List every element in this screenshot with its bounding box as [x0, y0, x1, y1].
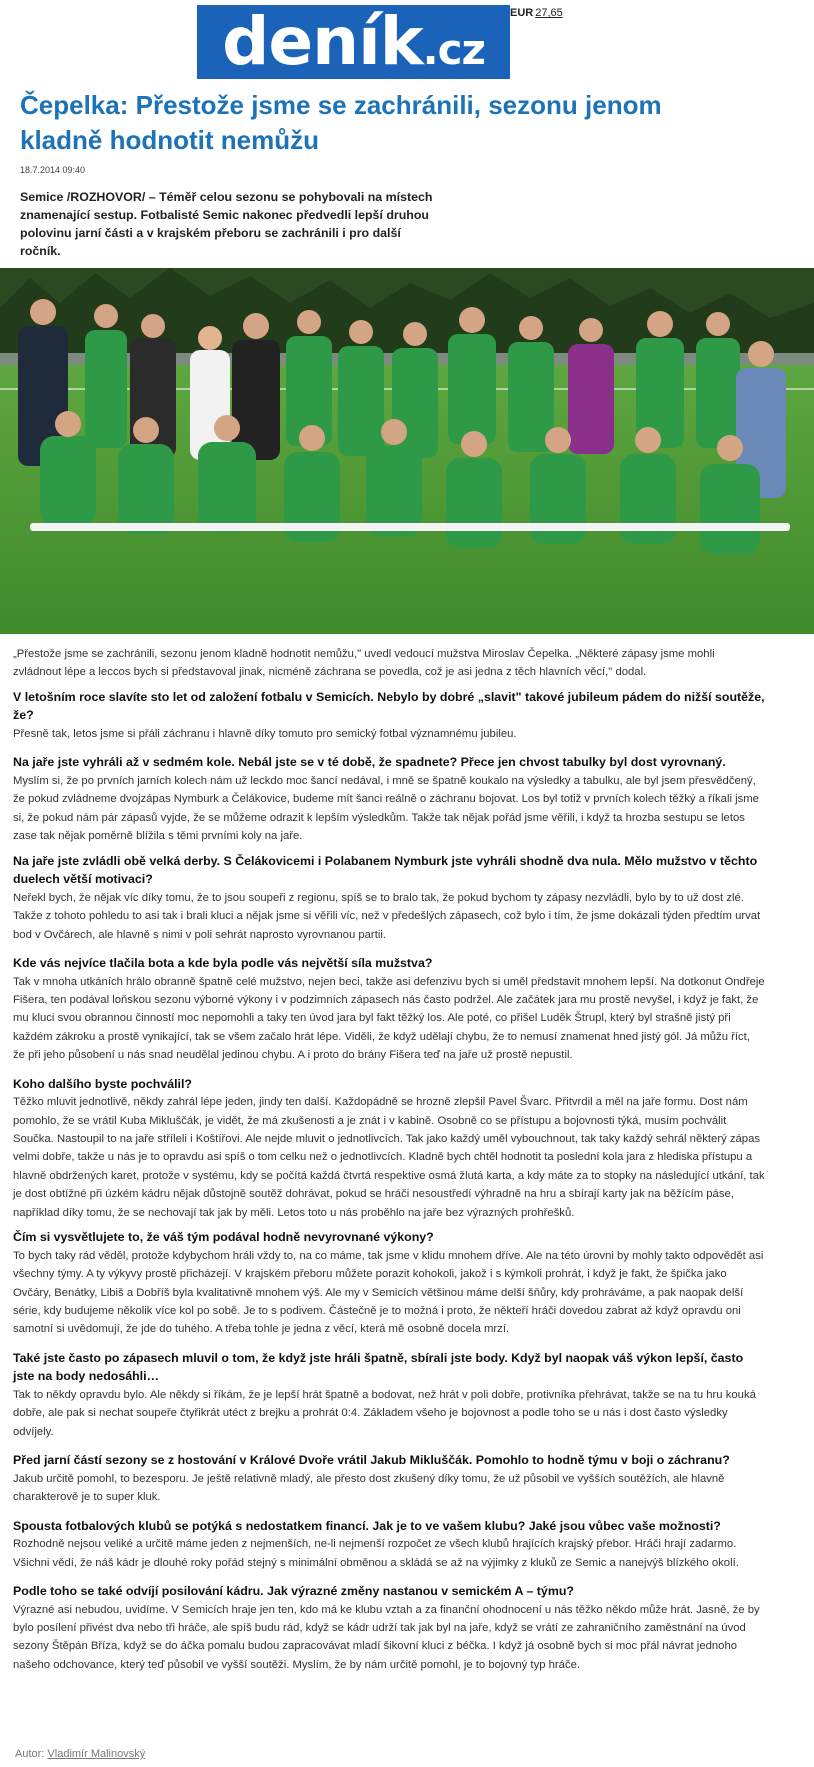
question: Čím si vysvětlujete to, že váš tým podával hodně nevyrovnané výkony?	[13, 1230, 434, 1245]
answer: Rozhodně nejsou veliké a určitě máme jeden z nejmenších, ne-li nejmenší rozpočet ze všech klubů hrajících krajský přebor. Hráči hrají zadarmo. Všichni vědí, že náš kádr je dlouhé roky pořád stejný s minimální obměnou a skládá se až na výjimky z kluků ze Semic a nanejvýš blízkého okolí.	[13, 1538, 739, 1569]
question: Na jaře jste zvládli obě velká derby. S Čelákovicemi i Polabanem Nymburk jste vyhráli shodně dva nula. Mělo mužstvo v těchto duelech větší motivaci?	[13, 853, 758, 887]
question: Před jarní částí sezony se z hostování v Králové Dvoře vrátil Jakub Mikluščák. Pomohlo to hodně týmu v boji o záchranu?	[13, 1453, 730, 1468]
author-line	[15, 1748, 145, 1760]
answer: Jakub určitě pomohl, to bezesporu. Je ještě relativně mladý, ale přesto dost zkušený díky tomu, že už působil ve vyšších soutěžích, ale hlavně charakterově je to super kluk.	[13, 1472, 725, 1504]
article-title: Čepelka: Přestože jsme se zachránili, sezonu jenom kladně hodnotit nemůžu	[20, 90, 662, 155]
rate-value[interactable]: 27,65	[535, 7, 563, 19]
answer: To bych taky rád věděl, protože kdybychom hráli vždy to, na co máme, tak jsme v klidu mnohem dříve. Ale na této úrovni by mohly takto odpovědět asi všechny týmy. A ty výkyvy prostě přicházejí. V krajském přeboru můžete porazit kohokoli, jakož i s kýmkoli prohrát, i když je fakt, že špička jako Ovčáry, Benátky, Libiš a Dobříš byla kvalitativně mnohem výš. Ale my v Semicích většinou máme delší šňůry, kdy prohráváme, a pak naopak delší série, kdy budujeme několik více kol po sobě. Je to s podivem. Částečně je to možná i proto, že někteří hráči dovedou zabrat až když opravdu oni samotní si uvědomují, že jde do tuhého. A třeba tohle je jedna z věcí, která mě osobně docela mrzí.	[13, 1249, 764, 1336]
question: Kde vás nejvíce tlačila bota a kde byla podle vás největší síla mužstva?	[13, 956, 433, 971]
answer: Těžko mluvit jednotlivě, někdy zahrál lépe jeden, jindy ten další. Každopádně se hrozně zlepšil Pavel Švarc. Přitvrdil a měl na jaře formu. Dost nám pomohlo, že se vrátil Kuba Mikluščák, je vidět, že má zkušenosti a je znát i v kabině. Osobně co se přístupu a bojovnosti týká, musím pochválit Součka. Nastoupil to na jaře stříleli i Koštířovi. Ale nejde mluvit o jednotlivcích. Tak jako každý uměl vybouchnout, tak taky každý sehrál některý zápas velmi dobře, takže u nás je to opravdu asi spíš o tom celku než o jednotlivcích. Kladně bych chtěl hodnotit ta poslední kola jara z hlediska přístupu a hlavně obdržených karet, protože v systému, kdy se počítá každá čtvrtá respektive osmá žlutá karta, a kdy máte za to stopky na následující utkání, tak je dost obtížné při úzkém kádru nějak důstojně soutěž dohrávat, pokud se hráči nesoustředí výhradně na hru a sbírají karty jak na běžícím páse, například díky tomu, že se nechovají tak jak by měli. Letos toto u nás proběhlo na jaře bez výrazných prohřešků.	[13, 1096, 765, 1219]
answer: Myslím si, že po prvních jarních kolech nám už leckdo moc šancí nedával, i mně se špatně koukalo na výsledky a tabulku, ale byl jsem přesvědčený, že pokud zvládneme dvojzápas Nymburk a Čelákovice, budeme mít šanci reálně o záchranu bojovat. Los byl totiž v prvních kolech těžký a říkali jsme si, že pokud nám pár zápasů vyjde, že se můžeme odrazit k lepším výsledkům. Takže tak nějak pořád jsme věřili, i když ta hrozba sestupu se letos zase tak nějak poměrně blížila s těmi prvními koly na jaře.	[13, 775, 759, 843]
article-body	[13, 645, 765, 1675]
question: Koho dalšího byste pochválil?	[13, 1076, 192, 1091]
rate-label: EUR	[510, 7, 534, 19]
answer: Tak to někdy opravdu bylo. Ale někdy si říkám, že je lepší hrát špatně a bodovat, než hrát v poli dobře, protivníka přehrávat, takže se na tu hru kouká dobře, ale pak si nechat soupeře čtyřikrát utéct z brejku a prohrát 0:4. Základem všeho je bojovnost a podle toho se u nás i dost často výsledky odvíjely.	[13, 1388, 756, 1438]
author-link[interactable]: Vladimír Malinovský	[47, 1748, 146, 1760]
answer: Neřekl bych, že nějak víc díky tomu, že to jsou soupeři z regionu, spíš se to bralo tak, že pokud bychom ty zápasy nezvládli, bylo by to už dost zlé. Takže z tohoto pohledu to asi tak i brali kluci a nějak jsme si věřili víc, než v předešlých zápasech, což bylo i tím, že jsme dokázali týden předtím urvat bod v Ovčárech, ale hlavně s nimi v poli sehrát naprosto vyrovnanou partii.	[13, 891, 761, 941]
article-lead: Semice /ROZHOVOR/ – Téměř celou sezonu se pohybovali na místech znamenající sestup. Fotbalisté Semic nakonec předvedli lepší druhou polovinu jarní části a v krajském přeboru se zachránili i pro další ročník.	[20, 190, 433, 258]
exchange-rate	[510, 7, 563, 19]
question: Podle toho se také odvíjí posilování kádru. Jak výrazné změny nastanou v semickém A – týmu?	[13, 1583, 574, 1598]
article-date: 18.7.2014 09:40	[20, 165, 86, 175]
question: V letošním roce slavíte sto let od založení fotbalu v Semicích. Nebylo by dobré „slavit" takové jubileum pádem do nižší soutěže, že?	[13, 689, 765, 723]
article-intro: „Přestože jsme se zachránili, sezonu jenom kladně hodnotit nemůžu," uvedl vedoucí mužstva Miroslav Čepelka. „Některé zápasy jsme mohli zvládnout lépe a leccos bych si představoval jinak, nicméně záchrana se povedla, což je asi jedna z těch hlavních věcí," dodal.	[13, 648, 715, 679]
answer: Výrazné asi nebudou, uvidíme. V Semicích hraje jen ten, kdo má ke klubu vztah a za finanční ohodnocení u nás těžko někdo může hrát. Jasně, že by bylo posílení přivést dva nebo tři hráče, ale spíš budu rád, když se kádr udrží tak jak byl na jaře, když se vrátí ze zahraničního zaměstnání na úvod sezony Štěpán Bříza, když se do áčka pomalu budou zapracovávat mladí šikovní kluci z béčka. I když já osobně bych si moc přál návrat jednoho našeho odchovance, který teď působil ve vyšší soutěži. Myslím, že by nám určitě pomohl, je to bojovný typ hráče.	[13, 1603, 760, 1671]
answer: Tak v mnoha utkáních hrálo obranně špatně celé mužstvo, nejen beci, takže asi defenzivu bych si uměl představit mnohem lepší. Na dotkonut Ondřeje Fišera, ten podával loňskou sezonu výborné výkony i v podzimních zápasech nás často podržel. Ale začátek jara mu prostě nevyšel, i když je fakt, že mu kluci svou obrannou činností moc nepomohli a taky ten úvod jara byl fakt těžký los. Ale poté, co přišel Luděk Štrupl, který byl strašně jistý při každém zákroku a prostě vynikající, tak se všem začalo hrát lépe. Viděli, že když udělají chybu, že to nemusí znamenat hned jistý gól. Já můžu říct, že při jeho působení u nás snad neudělal jedinou chybu. A i proto do brány Fišera teď na jaře už prostě nepustil.	[13, 975, 765, 1062]
question: Spousta fotbalových klubů se potýká s nedostatkem financí. Jak je to ve vašem klubu? Jaké jsou vůbec vaše možnosti?	[13, 1518, 721, 1533]
team-photo	[0, 268, 814, 634]
author-label: Autor:	[15, 1748, 45, 1760]
logo-text: deník.cz	[222, 3, 485, 80]
logo[interactable]	[197, 5, 510, 79]
answer: Přesně tak, letos jsme si přáli záchranu i hlavně díky tomuto pro semický fotbal významnému jubileu.	[13, 728, 517, 740]
question: Také jste často po zápasech mluvil o tom, že když jste hráli špatně, sbírali jste body. Když byl naopak váš výkon lepší, často jste na body nedosáhli…	[13, 1350, 744, 1384]
question: Na jaře jste vyhráli až v sedmém kole. Nebál jste se v té době, že spadnete? Přece jen chvost tabulky byl dost vyrovnaný.	[13, 755, 726, 770]
